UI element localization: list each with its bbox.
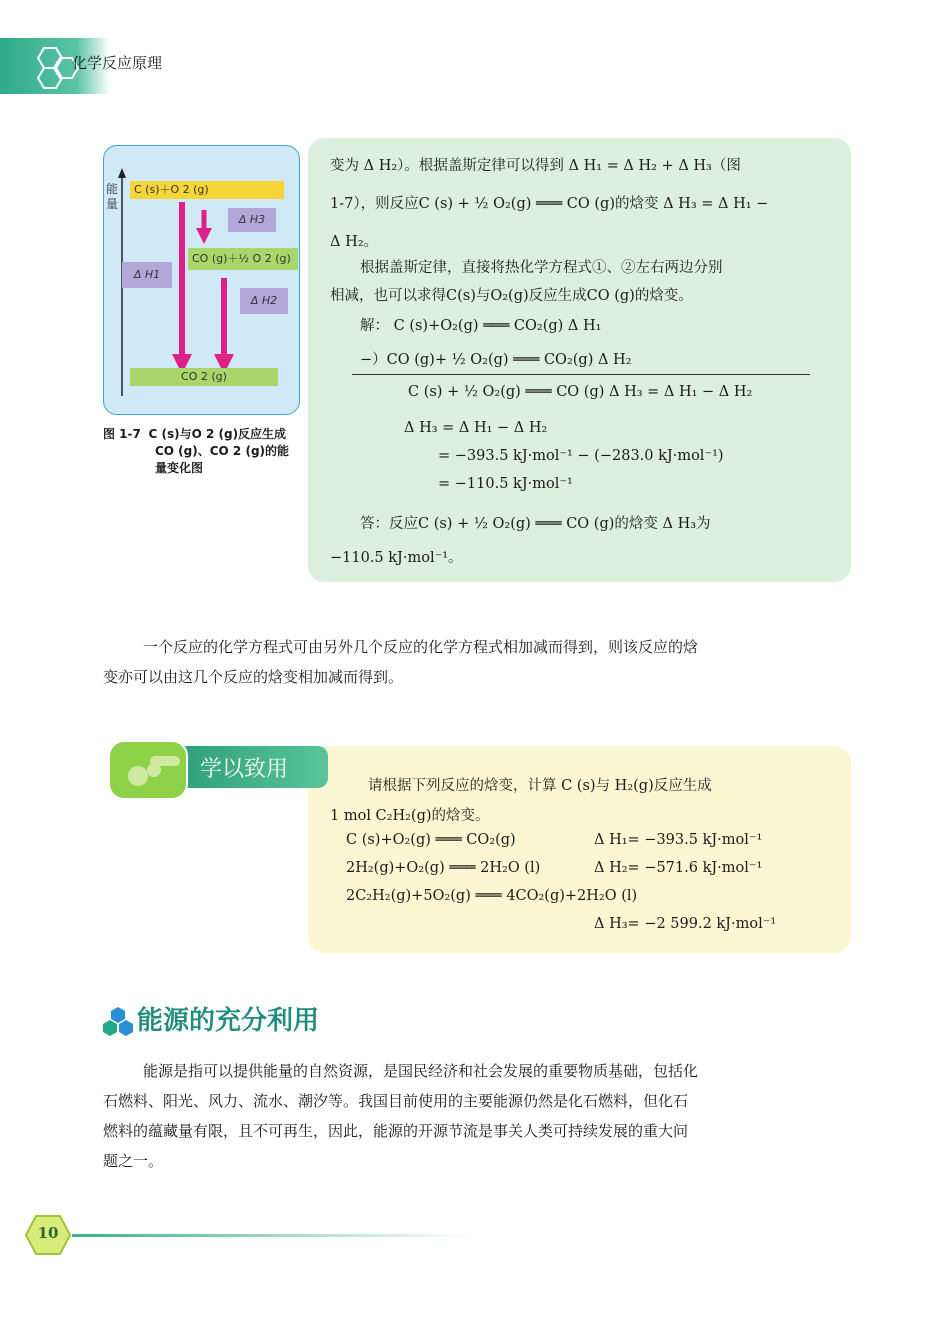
panel-line-4: 根据盖斯定律，直接将热化学方程式①、②左右两边分别 <box>360 260 723 276</box>
section-line-2: 石燃料、阳光、风力、流水、潮汐等。我国目前使用的主要能源仍然是化石燃料，但化石 <box>103 1092 689 1110</box>
caption-line-3: 量变化图 <box>155 461 204 475</box>
pointing-hand-icon <box>108 740 188 800</box>
worked-example-panel <box>308 138 851 582</box>
caption-label: 图 1-7 <box>103 427 141 441</box>
section-line-1: 能源是指可以提供能量的自然资源，是国民经济和社会发展的重要物质基础，包括化 <box>143 1062 699 1080</box>
apply-box <box>308 746 851 953</box>
reaction-1-enthalpy: Δ H₁= −393.5 kJ·mol⁻¹ <box>594 832 763 848</box>
section-paragraph <box>103 1056 698 1176</box>
section-hexagon-icon <box>102 1006 134 1036</box>
reaction-2-enthalpy: Δ H₂= −571.6 kJ·mol⁻¹ <box>594 860 763 876</box>
dh2-label: Δ H2 <box>240 288 288 314</box>
section-title: 能源的充分利用 <box>137 1006 320 1036</box>
energy-axis-label: 能 量 <box>106 182 119 211</box>
panel-line-5: 相减，也可以求得C(s)与O₂(g)反应生成CO (g)的焓变。 <box>330 288 693 304</box>
panel-line-2: 1-7），则反应C (s) + ½ O₂(g) ═══ CO (g)的焓变 Δ H₃ = Δ H₁ − <box>330 196 769 212</box>
panel-line-3: Δ H₂。 <box>330 234 379 250</box>
body-paragraph-1 <box>103 632 698 692</box>
panel-line-6: 解： C (s)+O₂(g) ═══ CO₂(g) Δ H₁ <box>360 318 602 334</box>
section-line-4: 题之一。 <box>103 1152 164 1170</box>
panel-line-12: 答：反应C (s) + ½ O₂(g) ═══ CO (g)的焓变 Δ H₃为 <box>360 516 711 532</box>
panel-line-13: −110.5 kJ·mol⁻¹。 <box>330 550 463 566</box>
apply-badge-label: 学以致用 <box>200 757 289 782</box>
panel-line-10: = −393.5 kJ·mol⁻¹ − (−283.0 kJ·mol⁻¹) <box>438 448 724 464</box>
dh1-label: Δ H1 <box>122 262 172 288</box>
body1-line-1: 一个反应的化学方程式可由另外几个反应的化学方程式相加减而得到，则该反应的焓 <box>143 638 699 656</box>
apply-line-2: 1 mol C₂H₂(g)的焓变。 <box>330 808 490 824</box>
level-middle: CO (g)＋½ O 2 (g) <box>188 248 298 270</box>
level-top: C (s)＋O 2 (g) <box>130 181 284 199</box>
footer-rule <box>72 1234 472 1237</box>
reaction-3-equation: 2C₂H₂(g)+5O₂(g) ═══ 4CO₂(g)+2H₂O (l) <box>346 888 638 904</box>
panel-line-8: C (s) + ½ O₂(g) ═══ CO (g) Δ H₃ = Δ H₁ − Δ H₂ <box>408 384 753 400</box>
level-bottom: CO 2 (g) <box>130 368 278 386</box>
section-line-3: 燃料的蕴藏量有限，且不可再生，因此，能源的开源节流是事关人类可持续发展的重大问 <box>103 1122 689 1140</box>
book-title: 化学反应原理 <box>72 54 163 72</box>
reaction-1-equation: C (s)+O₂(g) ═══ CO₂(g) <box>346 832 516 848</box>
panel-line-11: = −110.5 kJ·mol⁻¹ <box>438 476 573 492</box>
caption-line-2: CO (g)、CO 2 (g)的能 <box>155 444 290 458</box>
body1-line-2: 变亦可以由这几个反应的焓变相加减而得到。 <box>103 668 404 686</box>
reaction-3-enthalpy: Δ H₃= −2 599.2 kJ·mol⁻¹ <box>594 916 777 932</box>
dh3-label: Δ H3 <box>228 208 276 232</box>
caption-line-1: C (s)与O 2 (g)反应生成 <box>148 427 287 441</box>
panel-line-7: −）CO (g)+ ½ O₂(g) ═══ CO₂(g) Δ H₂ <box>360 352 632 368</box>
apply-line-1: 请根据下列反应的焓变，计算 C (s)与 H₂(g)反应生成 <box>368 778 712 794</box>
subtraction-rule <box>352 374 810 375</box>
reaction-2-equation: 2H₂(g)+O₂(g) ═══ 2H₂O (l) <box>346 860 541 876</box>
panel-line-9: Δ H₃ = Δ H₁ − Δ H₂ <box>404 420 548 436</box>
figure-caption <box>103 426 313 477</box>
energy-diagram <box>103 145 300 415</box>
panel-line-1: 变为 Δ H₂）。根据盖斯定律可以得到 Δ H₁ = Δ H₂ + Δ H₃（图 <box>330 158 741 174</box>
page-number: 10 <box>37 1224 59 1242</box>
